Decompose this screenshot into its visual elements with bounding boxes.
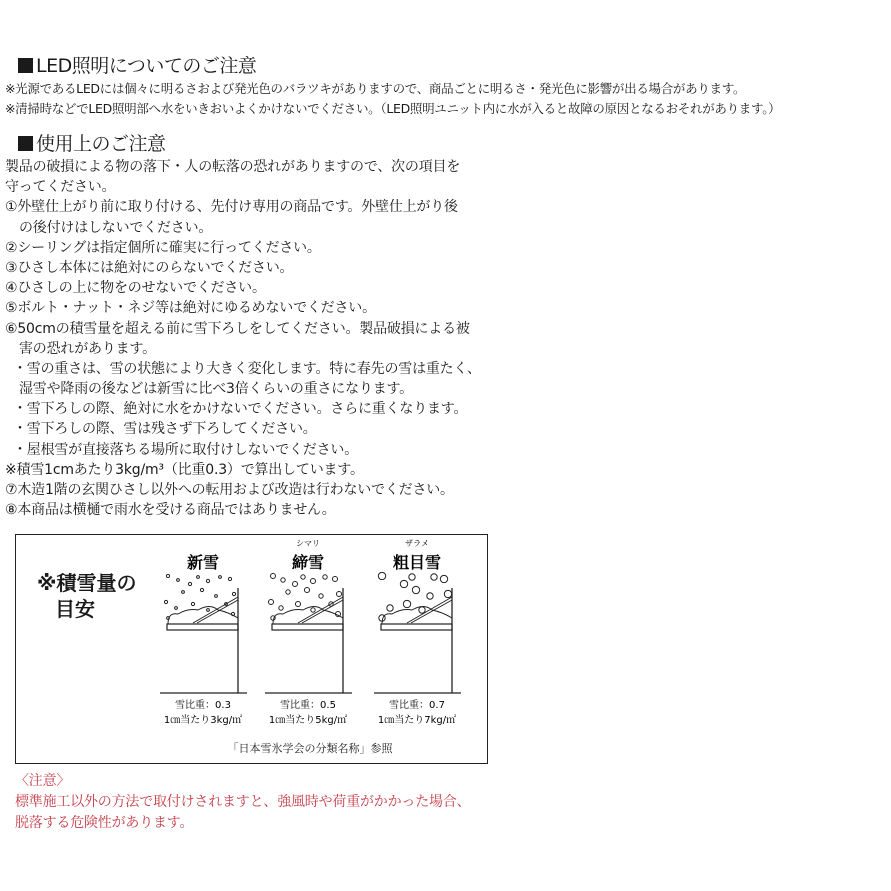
snow-particle bbox=[219, 576, 222, 579]
canopy-brace bbox=[411, 600, 452, 623]
usage-line: の後付けはしないでください。 bbox=[19, 219, 213, 236]
canopy-shelf bbox=[381, 624, 452, 630]
usage-line: ・雪下ろしの際、雪は残さず下ろしてください。 bbox=[13, 421, 317, 438]
usage-line: ※積雪1cmあたり3kg/m³（比重0.3）で算出しています。 bbox=[5, 461, 364, 478]
snow-particle bbox=[311, 608, 315, 612]
snow-particle bbox=[304, 587, 309, 592]
snow-guide-heading: 目安 bbox=[55, 597, 95, 621]
snow-particle bbox=[295, 601, 300, 606]
snow-type-name: 粗目雪 bbox=[392, 553, 442, 572]
snow-particle bbox=[378, 572, 385, 579]
snow-particle bbox=[228, 577, 231, 580]
caution-line: 脱落する危険性があります。 bbox=[15, 815, 194, 831]
usage-line: ・屋根雪が直接落ちる場所に取付けしないでください。 bbox=[13, 441, 358, 458]
canopy-shelf bbox=[272, 624, 343, 630]
snow-particle bbox=[419, 607, 425, 613]
led-note: ※光源であるLEDには個々に明るさおよび発光色のバラツキがありますので、商品ごとに明るさ・発光色に影響が出る場合があります。 bbox=[5, 81, 746, 96]
snow-particle bbox=[332, 576, 337, 581]
snow-particle bbox=[281, 578, 285, 582]
snow-particle bbox=[409, 574, 415, 580]
snow-weight: 1㎝当たり5kg/㎡ bbox=[268, 715, 348, 726]
usage-line: 守ってください。 bbox=[5, 179, 116, 196]
usage-line: ③ひさし本体には絶対にのらないでください。 bbox=[5, 259, 294, 276]
snow-particle bbox=[188, 582, 191, 585]
snow-particle bbox=[270, 573, 275, 578]
canopy-brace bbox=[193, 597, 238, 623]
usage-line: 製品の破損による物の落下・人の転落の恐れがありますので、次の項目を bbox=[5, 159, 461, 175]
reference-note: 「日本雪氷学会の分類名称」参照 bbox=[227, 742, 393, 755]
snow-type-name: 締雪 bbox=[291, 553, 325, 572]
led-note: ※清掃時などでLED照明部へ水をいきおいよくかけないでください。（LED照明ユニット内に水が入ると故障の原因となるおそれがあります。） bbox=[5, 101, 781, 116]
snow-mound bbox=[273, 607, 343, 625]
snow-particle bbox=[206, 579, 209, 582]
snow-particle bbox=[215, 595, 218, 598]
snow-particle bbox=[268, 599, 273, 604]
snow-particle bbox=[427, 593, 433, 599]
canopy-brace bbox=[298, 597, 343, 623]
snow-particle bbox=[400, 580, 407, 587]
snow-type-panel bbox=[374, 539, 461, 726]
snow-particle bbox=[319, 594, 323, 598]
snow-mound bbox=[168, 607, 238, 625]
snow-particle bbox=[286, 590, 290, 594]
snow-particle bbox=[166, 574, 169, 577]
snow-gravity: 雪比重：0.3 bbox=[175, 700, 231, 711]
caution-title: 〈注意〉 bbox=[15, 773, 71, 789]
snow-type-panel bbox=[160, 553, 247, 726]
snow-type-name: 新雪 bbox=[186, 553, 220, 572]
led-section-title: LED照明についてのご注意 bbox=[18, 55, 256, 77]
canopy-brace bbox=[197, 600, 238, 623]
usage-line: ・雪下ろしの際、絶対に水をかけないでください。さらに重くなります。 bbox=[13, 401, 468, 418]
usage-line: ①外壁仕上がり前に取り付ける、先付け専用の商品です。外壁仕上がり後 bbox=[5, 199, 458, 216]
snow-particle bbox=[387, 605, 393, 611]
snow-particle bbox=[191, 602, 194, 605]
ruby-text: シマリ bbox=[296, 539, 320, 548]
usage-section-title: 使用上のご注意 bbox=[18, 133, 166, 155]
usage-line: ⑦木造1階の玄関ひさし以外への転用および改造は行わないでください。 bbox=[5, 482, 454, 498]
usage-line: ②シーリングは指定個所に確実に行ってください。 bbox=[5, 239, 321, 256]
usage-line: 害の恐れがあります。 bbox=[19, 340, 156, 357]
snow-particle bbox=[310, 578, 315, 583]
snow-particle bbox=[177, 579, 180, 582]
snow-particle bbox=[431, 574, 437, 580]
snow-particle bbox=[279, 606, 283, 610]
snow-weight: 1㎝当たり7kg/㎡ bbox=[377, 715, 457, 726]
snow-particle bbox=[412, 586, 419, 593]
snow-type-panel bbox=[265, 539, 352, 726]
snow-particle bbox=[292, 581, 297, 586]
snow-particle bbox=[444, 590, 451, 597]
snow-particle bbox=[207, 609, 210, 612]
snow-particle bbox=[301, 575, 305, 579]
canopy-brace bbox=[407, 597, 452, 623]
caution-line: 標準施工以外の方法で取付けされますと、強風時や荷重がかかった場合、 bbox=[15, 794, 471, 810]
canopy-shelf bbox=[167, 624, 238, 630]
snow-particle bbox=[164, 600, 167, 603]
snow-particle bbox=[197, 576, 200, 579]
usage-line: ・雪の重さは、雪の状態により大きく変化します。特に春先の雪は重たく、 bbox=[13, 360, 481, 377]
snow-particle bbox=[232, 592, 235, 595]
snow-particle bbox=[182, 591, 185, 594]
usage-line: ⑤ボルト・ナット・ネジ等は絶対にゆるめないでください。 bbox=[5, 300, 376, 317]
snow-particle bbox=[403, 600, 410, 607]
snow-particle bbox=[323, 575, 327, 579]
snow-particle bbox=[175, 607, 178, 610]
ruby-text: ザラメ bbox=[405, 539, 429, 548]
usage-line: ④ひさしの上に物をのせないでください。 bbox=[5, 280, 266, 297]
snow-gravity: 雪比重：0.7 bbox=[389, 700, 445, 711]
snow-particle bbox=[200, 588, 203, 591]
snow-particle bbox=[167, 617, 170, 620]
snow-gravity: 雪比重：0.5 bbox=[280, 700, 336, 711]
usage-line: ⑥50cmの積雪量を超える前に雪下ろしをしてください。製品破損による被 bbox=[5, 320, 470, 337]
snow-particle bbox=[231, 612, 234, 615]
snow-guide-heading: ※積雪量の bbox=[37, 571, 137, 595]
snow-particle bbox=[336, 591, 341, 596]
usage-line: 湿雪や降雨の後などは新雪に比べ3倍くらいの重さになります。 bbox=[19, 381, 413, 398]
usage-line: ⑧本商品は横樋で雨水を受ける商品ではありません。 bbox=[5, 502, 336, 519]
snow-weight: 1㎝当たり3kg/㎡ bbox=[163, 715, 243, 726]
snow-particle bbox=[440, 575, 447, 582]
